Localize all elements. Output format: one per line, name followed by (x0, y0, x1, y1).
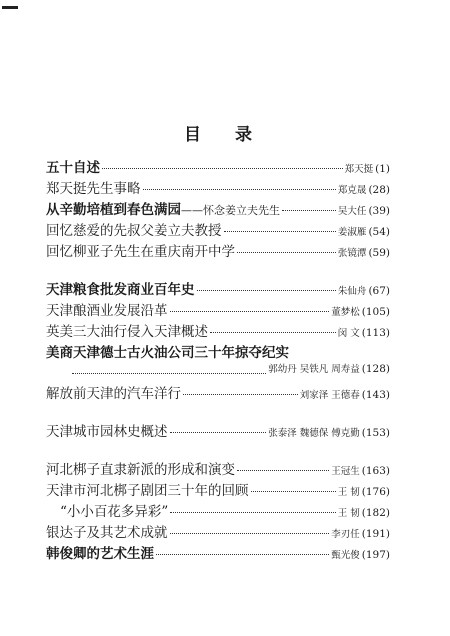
section-gap (46, 261, 390, 278)
leader-dots (224, 231, 336, 232)
entry-page: (182) (361, 507, 390, 519)
leader-dots (72, 373, 266, 374)
entry-author: 吴大任 (337, 206, 367, 217)
entry-title: 五十自述 (46, 160, 100, 176)
toc-entry[interactable] (46, 156, 390, 177)
entry-page: (59) (368, 247, 390, 259)
entry-title: “小小百花多异彩” (60, 504, 169, 520)
leader-dots (197, 290, 336, 291)
entry-page: (105) (361, 306, 390, 318)
entry-author: 王 韧 (337, 487, 360, 498)
entry-page: (197) (361, 549, 390, 561)
leader-dots (156, 554, 329, 555)
entry-author: 王 韧 (337, 508, 360, 519)
entry-page: (1) (375, 163, 390, 175)
entry-title: 郑天挺先生事略 (46, 181, 141, 197)
corner-mark (2, 6, 18, 9)
toc-entry[interactable] (46, 542, 390, 563)
toc-entry[interactable] (46, 521, 390, 542)
entry-subtitle: ——怀念姜立夫先生 (181, 204, 280, 217)
toc-entry[interactable] (46, 278, 390, 299)
entry-title: 河北梆子直隶新派的形成和演变 (46, 462, 235, 478)
toc-entry-title-line[interactable] (46, 341, 390, 361)
leader-dots (170, 533, 330, 534)
leader-dots (251, 491, 336, 492)
entry-author: 张镜潭 (337, 248, 367, 259)
toc-entry[interactable] (46, 320, 390, 341)
entry-author: 甄光俊 (331, 550, 360, 561)
entry-author: 朱仙舟 (337, 286, 367, 297)
leader-dots (210, 332, 336, 333)
entry-title: 英美三大油行侵入天津概述 (46, 324, 208, 340)
toc-entry[interactable] (46, 177, 390, 198)
entry-title: 解放前天津的汽车洋行 (46, 386, 181, 402)
entry-page: (28) (368, 184, 390, 196)
entry-page: (176) (361, 486, 390, 498)
leader-dots (183, 394, 298, 395)
entry-author: 王冠生 (331, 466, 360, 477)
toc-entry[interactable] (46, 458, 390, 479)
entry-title: 银达子及其艺术成就 (46, 525, 168, 541)
entry-page: (39) (368, 205, 390, 217)
toc-entry[interactable] (46, 479, 390, 500)
leader-dots (143, 189, 336, 190)
entry-page: (128) (361, 363, 390, 375)
entry-author: 张泰泽 魏德保 傅克勤 (268, 428, 360, 439)
section-gap (46, 403, 390, 420)
entry-page: (191) (361, 528, 390, 540)
section-gap (46, 441, 390, 458)
leader-dots (237, 252, 336, 253)
entry-page: (153) (361, 427, 390, 439)
entry-author: 刘家泽 王德春 (299, 390, 360, 401)
toc-entry[interactable] (46, 420, 390, 441)
toc-entry[interactable] (46, 198, 390, 219)
entry-author: 董梦松 (331, 307, 360, 318)
entry-title: 从辛勤培植到春色满园 (46, 202, 181, 218)
leader-dots (170, 432, 267, 433)
entry-author: 闵 文 (337, 328, 360, 339)
toc-entry[interactable] (46, 240, 390, 261)
entry-title: 回忆柳亚子先生在重庆南开中学 (46, 244, 235, 260)
toc-entry[interactable] (46, 500, 390, 521)
toc-entry[interactable] (46, 219, 390, 240)
entry-author: 郑天挺 (344, 164, 374, 175)
entry-title: 韩俊卿的艺术生涯 (46, 546, 154, 562)
entry-title: 美商天津德士古火油公司三十年掠夺纪实 (46, 345, 289, 361)
leader-dots (170, 311, 330, 312)
entry-author: 李刃任 (331, 529, 360, 540)
entry-page: (113) (361, 327, 390, 339)
table-of-contents (46, 156, 390, 563)
entry-title: 天津粮食批发商业百年史 (46, 282, 195, 298)
entry-page: (163) (361, 465, 390, 477)
leader-dots (237, 470, 329, 471)
entry-page: (54) (368, 226, 390, 238)
entry-title: 天津酿酒业发展沿革 (46, 303, 168, 319)
leader-dots (170, 512, 335, 513)
entry-title: 天津城市园林史概述 (46, 424, 168, 440)
page-title: 目 录 (184, 125, 266, 145)
toc-entry-author-line[interactable] (46, 361, 390, 382)
leader-dots (102, 168, 343, 169)
entry-page: (67) (368, 285, 390, 297)
entry-title: 回忆慈爱的先叔父姜立夫教授 (46, 223, 222, 239)
entry-title: 天津市河北梆子剧团三十年的回顾 (46, 483, 249, 499)
entry-author: 姜淑雁 (337, 227, 367, 238)
entry-author: 郭幼丹 吴铁凡 周寿益 (268, 364, 360, 375)
entry-page: (143) (361, 389, 390, 401)
toc-entry[interactable] (46, 382, 390, 403)
leader-dots (282, 210, 336, 211)
toc-entry[interactable] (46, 299, 390, 320)
entry-author: 郑克晟 (337, 185, 367, 196)
